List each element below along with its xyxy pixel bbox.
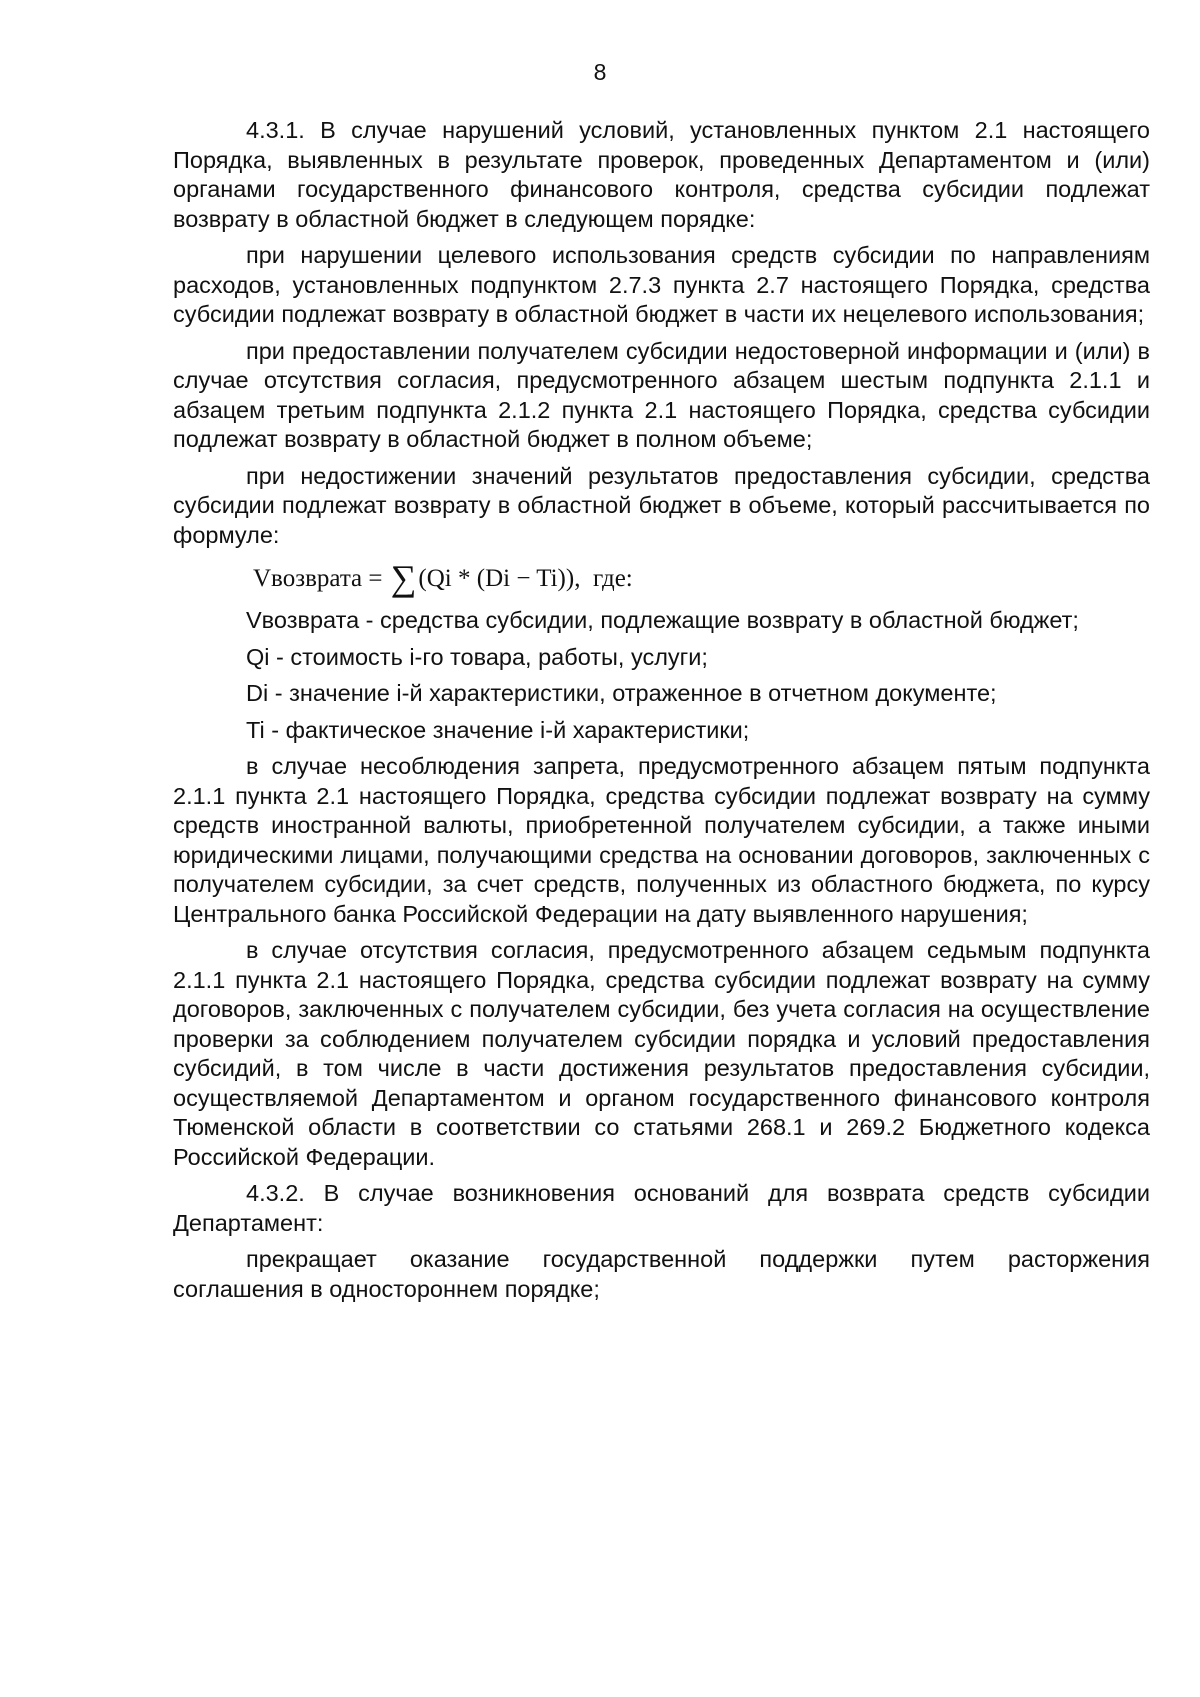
paragraph-4-3-2: 4.3.2. В случае возникновения оснований для возврата средств субсидии Департамент: xyxy=(173,1180,1150,1236)
sum-symbol: ∑ xyxy=(390,558,417,598)
formula-rhs: (Qi * (Di − Ti)), xyxy=(418,565,581,592)
document-body xyxy=(173,116,1150,1311)
paragraph-false-info: при предоставлении получателем субсидии недостоверной информации и (или) в случае отсутствия согласия, предусмотренного абзацем шестым подпункта 2.1.1 и абзацем третьим подпункта 2.1.2 пункта 2.1 настоящего Порядка, средства субсидии подлежат возврату в областной бюджет в полном объеме; xyxy=(173,337,1150,452)
paragraph-terminate-support: прекращает оказание государственной поддержки путем расторжения соглашения в одностороннем порядке; xyxy=(173,1246,1150,1302)
page-number: 8 xyxy=(593,59,607,85)
paragraph-foreign-currency: в случае несоблюдения запрета, предусмотренного абзацем пятым подпункта 2.1.1 пункта 2.1 настоящего Порядка, средства субсидии подлежат возврату на сумму средств иностранной валюты, приобретенной получателем субсидии, а также иными юридическими лицами, получающими средства на основании договоров, заключенных с получателем субсидии, за счет средств, полученных из областного бюджета, по курсу Центрального банка Российской Федерации на дату выявленного нарушения; xyxy=(173,753,1150,927)
definition-ti: Ti - фактическое значение i-й характеристики; xyxy=(246,716,750,743)
formula-lhs: Vвозврата = xyxy=(253,565,389,592)
formula-suffix: где: xyxy=(580,565,633,592)
paragraph-4-3-1: 4.3.1. В случае нарушений условий, установленных пунктом 2.1 настоящего Порядка, выявленных в результате проверок, проведенных Департаментом и (или) органами государственного финансового контроля, средства субсидии подлежат возврату в областной бюджет в следующем порядке: xyxy=(173,117,1150,232)
definition-di: Di - значение i-й характеристики, отраженное в отчетном документе; xyxy=(246,680,997,706)
definition-v-refund: Vвозврата - средства субсидии, подлежащие возврату в областной бюджет; xyxy=(246,607,1079,633)
definition-qi: Qi - стоимость i-го товара, работы, услуги; xyxy=(246,643,708,670)
paragraph-results-not-achieved: при недостижении значений результатов предоставления субсидии, средства субсидии подлежат возврату в областной бюджет в объеме, который рассчитывается по формуле: xyxy=(173,462,1150,548)
refund-formula xyxy=(173,557,1150,601)
paragraph-misuse: при нарушении целевого использования средств субсидии по направлениям расходов, установленных подпунктом 2.7.3 пункта 2.7 настоящего Порядка, средства субсидии подлежат возврату в областной бюджет в части их нецелевого использования; xyxy=(173,242,1150,327)
paragraph-no-consent: в случае отсутствия согласия, предусмотренного абзацем седьмым подпункта 2.1.1 пункта 2.1 настоящего Порядка, средства субсидии подлежат возврату на сумму договоров, заключенных с получателем субсидии, без учета согласия на осуществление проверки за соблюдением получателем субсидии порядка и условий предоставления субсидий, в том числе в части достижения результатов предоставления субсидии, осуществляемой Департаментом и органом государственного финансового контроля Тюменской области в соответствии со статьями 268.1 и 269.2 Бюджетного кодекса Российской Федерации. xyxy=(173,937,1150,1170)
